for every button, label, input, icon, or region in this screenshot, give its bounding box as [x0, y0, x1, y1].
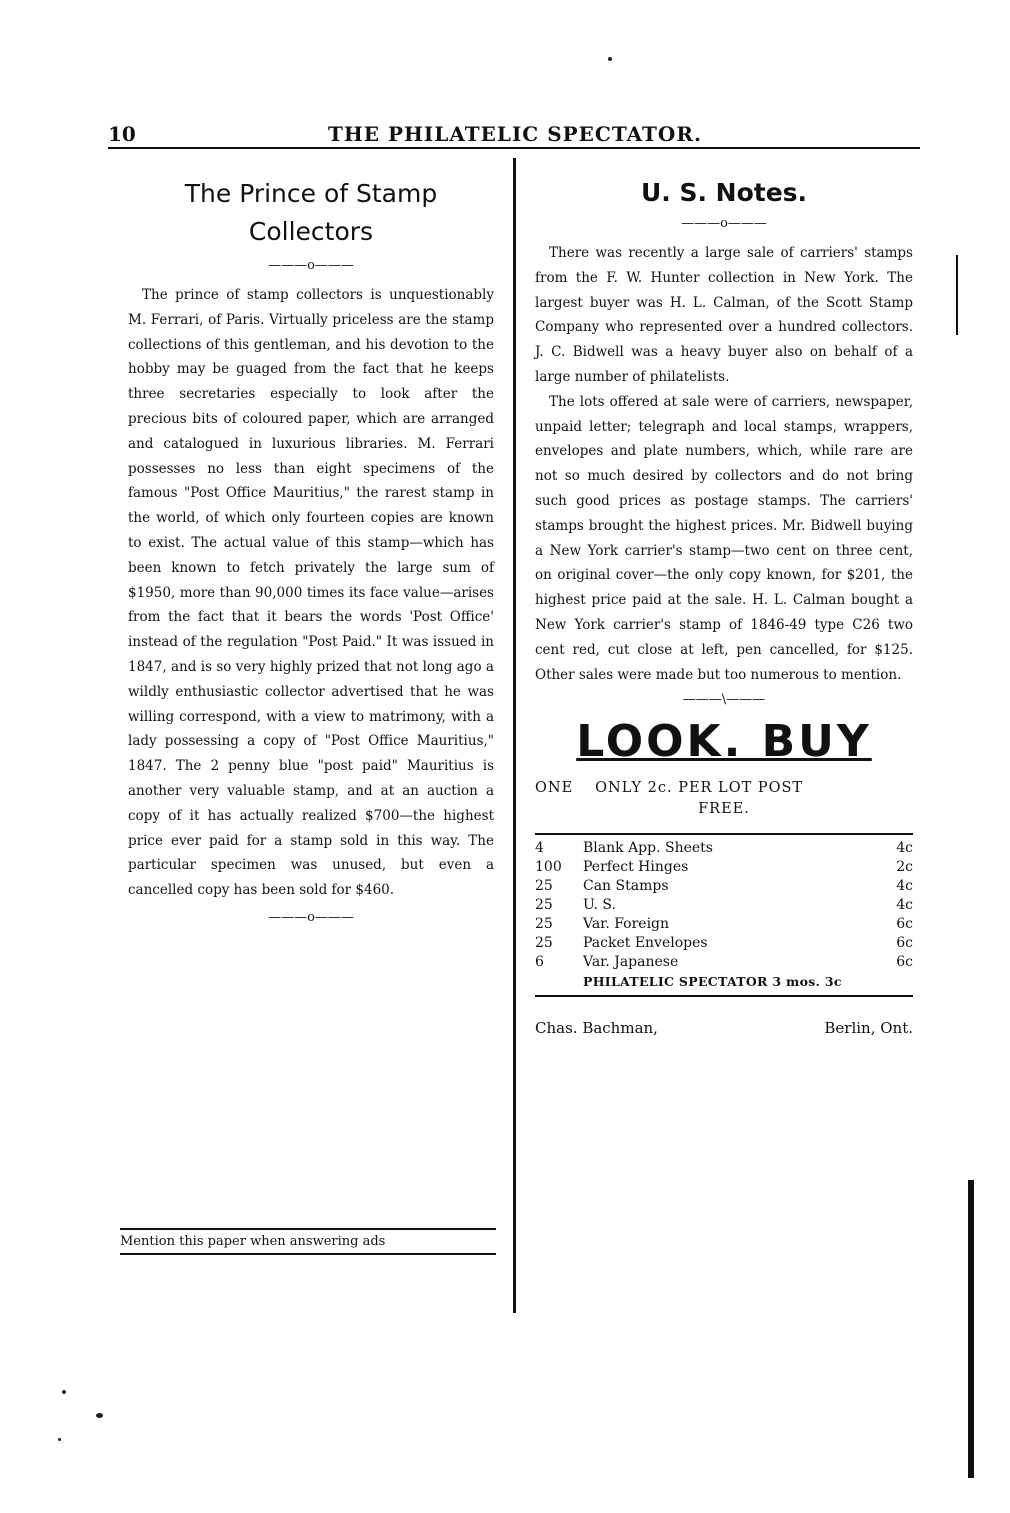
notes-end-ornament: ———\——— — [682, 692, 766, 708]
notes-paragraph-1: There was recently a large sale of carriers' stamps from the F. W. Hunter collection in New York. The largest buyer was H. L. Calman, of the Scott Stamp Company who represented over a hundred collectors. J. C. Bidwell was a heavy buyer also on behalf of a large number of philatelists. — [535, 245, 913, 385]
left-column — [128, 175, 494, 935]
price-item-name: Packet Envelopes — [583, 935, 708, 952]
notes-paragraph-2: The lots offered at sale were of carriers, newspaper, unpaid letter; telegraph and local stamps, wrappers, envelopes and plate numbers, which, while rare are not so much desired by collectors and do not bring such good prices as postage stamps. The carriers' stamps brought the highest prices. Mr. Bidwell buying a New York carrier's stamp—two cent on three cent, on original cover—the only copy known, for $201, the highest price paid at the sale. H. L. Calman bought a New York carrier's stamp of 1846-49 type C26 two cent red, cut close at left, pen cancelled, for $125. Other sales were made but too numerous to mention. — [535, 393, 913, 683]
price-item-qty: 6 — [535, 954, 544, 971]
price-list-row — [535, 839, 913, 858]
title-ornament: ———o——— — [268, 258, 354, 273]
scan-edge-bar — [956, 255, 958, 335]
ad-headline: LOOK. BUY — [576, 716, 872, 768]
scan-speck — [58, 1438, 61, 1441]
article-title — [128, 175, 494, 251]
ad-offer-part1: ONE — [535, 780, 574, 797]
right-column — [535, 175, 913, 1039]
price-list-row — [535, 877, 913, 896]
price-item-qty: 4 — [535, 840, 544, 857]
scan-speck — [62, 1390, 66, 1394]
price-item-price: 4c — [896, 897, 913, 914]
price-item-name: Blank App. Sheets — [583, 840, 713, 857]
price-list-rule-top — [535, 833, 913, 835]
footer-rule-top — [120, 1228, 496, 1230]
article-body: The prince of stamp collectors is unquestionably M. Ferrari, of Paris. Virtually priceless are the stamp collections of this gentleman, and his devotion to the hobby may be guaged from the fact that he keeps three secretaries especially to look after the precious bits of coloured paper, which are arranged and catalogued in luxurious libraries. M. Ferrari possesses no less than eight specimens of the famous "Post Office Mauritius," the rarest stamp in the world, of which only fourteen copies are known to exist. The actual value of this stamp—which has been known to fetch privately the large sum of $1950, more than 90,000 times its face value—arises from the fact that it bears the words 'Post Office' instead of the regulation "Post Paid." It was issued in 1847, and is so very highly prized that not long ago a wildly enthusiastic collector advertised that he was willing correspond, with a view to matrimony, with a lady possessing a copy of "Post Office Mauritius," 1847. The 2 penny blue "post paid" Mauritius is another very valuable stamp, and at an auction a copy of it has actually realized $700—the highest price ever paid for a stamp sold in this way. The particular specimen was unused, but even a cancelled copy has been sold for $460. — [128, 287, 494, 899]
price-item-name: Perfect Hinges — [583, 859, 689, 876]
price-item-name: U. S. — [583, 897, 616, 914]
price-list-row — [535, 858, 913, 877]
scan-speck — [608, 57, 612, 61]
ad-signature — [535, 1017, 913, 1039]
article-title-line2: Collectors — [248, 217, 374, 246]
price-item-name: Var. Foreign — [583, 916, 670, 933]
subscription-offer: PHILATELIC SPECTATOR 3 mos. 3c — [583, 974, 842, 990]
price-list — [535, 839, 913, 972]
price-item-price: 6c — [896, 954, 913, 971]
price-item-qty: 25 — [535, 897, 553, 914]
journal-title: THE PHILATELIC SPECTATOR. — [328, 122, 702, 146]
price-item-qty: 25 — [535, 878, 553, 895]
price-list-row — [535, 934, 913, 953]
price-item-price: 4c — [896, 840, 913, 857]
article-title-line1: The Prince of Stamp — [184, 179, 438, 208]
signature-name: Chas. Bachman, — [535, 1019, 658, 1038]
price-item-price: 6c — [896, 935, 913, 952]
price-list-row — [535, 953, 913, 972]
price-item-qty: 100 — [535, 859, 562, 876]
ad-offer-free: FREE. — [698, 801, 750, 818]
footer-rule-bottom — [120, 1253, 496, 1255]
price-list-rule-bottom — [535, 995, 913, 997]
signature-place: Berlin, Ont. — [824, 1019, 913, 1038]
price-item-qty: 25 — [535, 916, 553, 933]
price-item-price: 2c — [896, 859, 913, 876]
price-item-qty: 25 — [535, 935, 553, 952]
price-list-row — [535, 896, 913, 915]
price-list-row — [535, 915, 913, 934]
footer-notice — [120, 1228, 496, 1255]
price-item-name: Can Stamps — [583, 878, 669, 895]
scan-edge-bar — [968, 1180, 974, 1478]
header-rule — [108, 147, 920, 149]
ad-offer-line — [535, 777, 913, 799]
end-ornament: ———o——— — [268, 909, 354, 925]
notes-ornament: ———o——— — [681, 216, 767, 231]
ad-offer-part2: ONLY 2c. PER LOT POST — [595, 780, 804, 797]
footer-notice-text: Mention this paper when answering ads — [120, 1234, 386, 1249]
price-item-price: 4c — [896, 878, 913, 895]
page-number: 10 — [108, 122, 136, 146]
notes-title: U. S. Notes. — [640, 178, 808, 207]
price-item-name: Var. Japanese — [583, 954, 679, 971]
scan-speck — [96, 1413, 103, 1418]
price-item-price: 6c — [896, 916, 913, 933]
column-divider — [513, 158, 516, 1313]
